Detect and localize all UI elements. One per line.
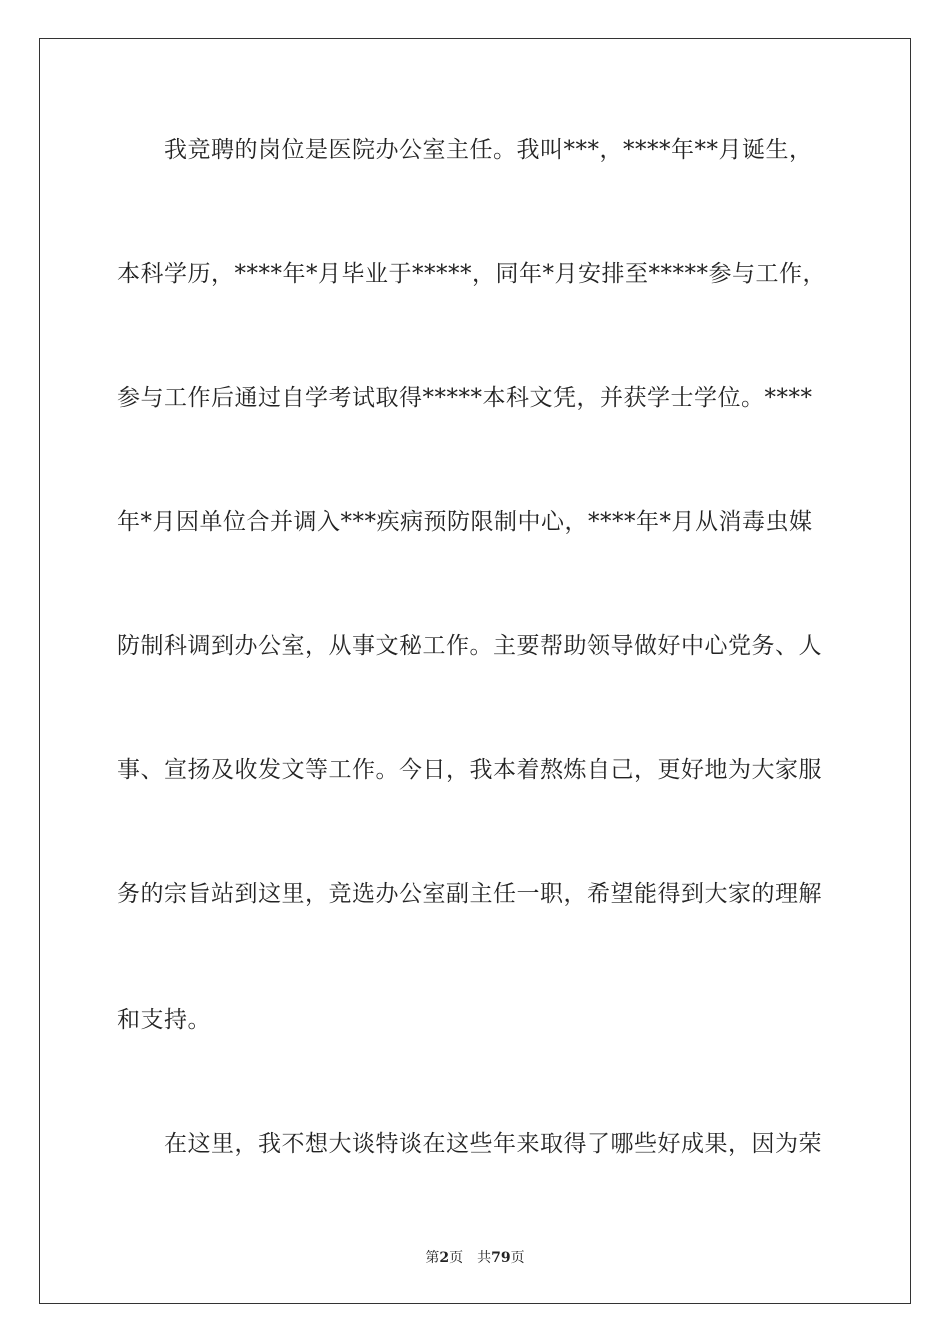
- footer-total-suffix: 页: [510, 1250, 525, 1266]
- paragraph-1-line-1: 我竞聘的岗位是医院办公室主任。我叫***，****年**月诞生，: [164, 137, 813, 163]
- paragraph-1-line-2: 本科学历，****年*月毕业于*****，同年*月安排至*****参与工作，: [117, 261, 826, 287]
- paragraph-2-line-1: 在这里，我不想大谈特谈在这些年来取得了哪些好成果，因为荣: [164, 1131, 822, 1157]
- footer-total-prefix: 共: [477, 1250, 492, 1266]
- paragraph-1-line-7: 务的宗旨站到这里，竞选办公室副主任一职，希望能得到大家的理解: [117, 881, 822, 907]
- paragraph-1-line-4: 年*月因单位合并调入***疾病预防限制中心，****年*月从消毒虫媒: [117, 509, 813, 535]
- page-frame: [39, 38, 911, 1304]
- page-footer: [0, 1248, 950, 1268]
- current-page-number: 2: [439, 1250, 450, 1266]
- footer-prefix: 第: [425, 1250, 440, 1266]
- total-pages-number: 79: [491, 1250, 511, 1266]
- paragraph-1-line-8: 和支持。: [117, 1007, 211, 1033]
- paragraph-1-line-5: 防制科调到办公室，从事文秘工作。主要帮助领导做好中心党务、人: [117, 633, 822, 659]
- paragraph-1-line-6: 事、宣扬及收发文等工作。今日，我本着熬炼自己，更好地为大家服: [117, 757, 822, 783]
- paragraph-1-line-3: 参与工作后通过自学考试取得*****本科文凭，并获学士学位。****: [117, 385, 813, 411]
- footer-page-suffix: 页: [449, 1250, 464, 1266]
